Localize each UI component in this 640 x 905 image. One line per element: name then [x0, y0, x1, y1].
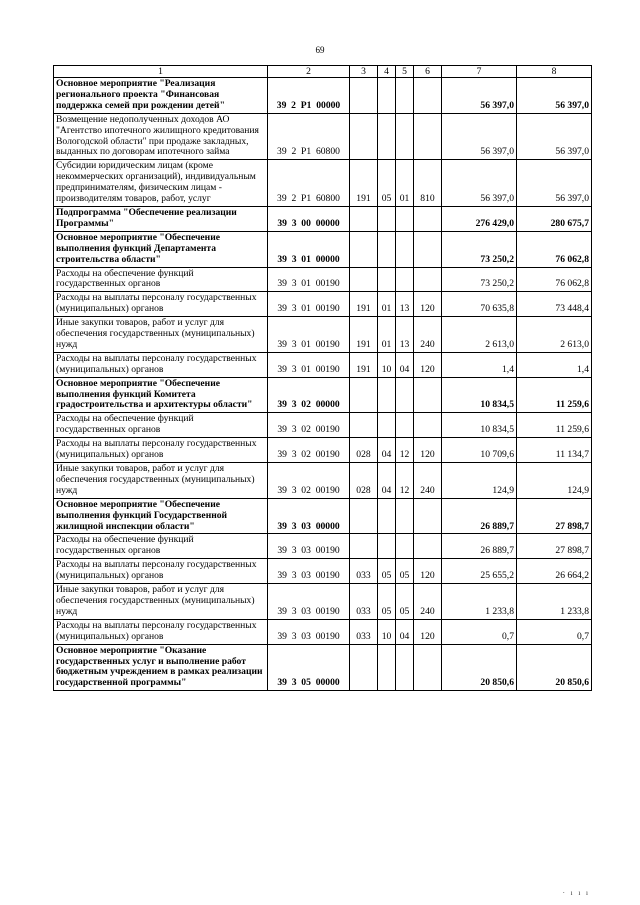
header-cell: 6 — [414, 66, 442, 78]
section-cell: 10 — [378, 619, 396, 644]
amount-year1-cell: 26 889,7 — [442, 498, 517, 534]
subsection-cell — [396, 231, 414, 267]
table-row — [54, 644, 592, 691]
amount-year2-cell: 124,9 — [517, 463, 592, 499]
item-name-cell: Основное мероприятие "Оказание государственных услуг и выполнение работ бюджетным учреждением в рамках реализации государственной программы" — [54, 644, 268, 691]
header-cell: 1 — [54, 66, 268, 78]
item-name-cell: Иные закупки товаров, работ и услуг для обеспечения государственных (муниципальных) нужд — [54, 463, 268, 499]
subsection-cell: 12 — [396, 463, 414, 499]
expense-type-cell: 240 — [414, 463, 442, 499]
subsection-cell: 05 — [396, 584, 414, 620]
amount-year1-cell: 20 850,6 — [442, 644, 517, 691]
amount-year1-cell: 1,4 — [442, 352, 517, 377]
header-cell: 2 — [268, 66, 350, 78]
ministry-code-cell — [350, 644, 378, 691]
expense-type-cell — [414, 413, 442, 438]
section-cell — [378, 231, 396, 267]
item-name-cell: Иные закупки товаров, работ и услуг для обеспечения государственных (муниципальных) нужд — [54, 584, 268, 620]
item-name-cell: Расходы на обеспечение функций государственных органов — [54, 413, 268, 438]
amount-year1-cell: 26 889,7 — [442, 534, 517, 559]
expense-type-cell: 810 — [414, 160, 442, 207]
target-article-cell: 39 3 01 00190 — [268, 292, 350, 317]
item-name-cell: Основное мероприятие "Обеспечение выполнения функций Департамента строительства области" — [54, 231, 268, 267]
ministry-code-cell — [350, 534, 378, 559]
amount-year1-cell: 124,9 — [442, 463, 517, 499]
table-row — [54, 292, 592, 317]
table-row — [54, 78, 592, 114]
header-row — [54, 66, 592, 78]
target-article-cell: 39 3 03 00190 — [268, 584, 350, 620]
subsection-cell — [396, 377, 414, 413]
section-cell: 05 — [378, 160, 396, 207]
amount-year2-cell: 56 397,0 — [517, 113, 592, 160]
ministry-code-cell — [350, 113, 378, 160]
section-cell — [378, 206, 396, 231]
section-cell — [378, 113, 396, 160]
target-article-cell: 39 3 00 00000 — [268, 206, 350, 231]
expense-type-cell — [414, 377, 442, 413]
section-cell: 01 — [378, 292, 396, 317]
ministry-code-cell — [350, 267, 378, 292]
amount-year1-cell: 10 834,5 — [442, 377, 517, 413]
header-cell: 7 — [442, 66, 517, 78]
table-row — [54, 267, 592, 292]
subsection-cell — [396, 534, 414, 559]
table-row — [54, 438, 592, 463]
ministry-code-cell: 191 — [350, 292, 378, 317]
budget-table — [53, 65, 592, 691]
target-article-cell: 39 3 03 00190 — [268, 559, 350, 584]
item-name-cell: Расходы на выплаты персоналу государственных (муниципальных) органов — [54, 619, 268, 644]
subsection-cell: 12 — [396, 438, 414, 463]
subsection-cell — [396, 113, 414, 160]
item-name-cell: Расходы на выплаты персоналу государственных (муниципальных) органов — [54, 352, 268, 377]
table-row — [54, 584, 592, 620]
table-row — [54, 317, 592, 353]
expense-type-cell: 120 — [414, 352, 442, 377]
item-name-cell: Расходы на выплаты персоналу государственных (муниципальных) органов — [54, 559, 268, 584]
target-article-cell: 39 2 P1 60800 — [268, 160, 350, 207]
target-article-cell: 39 3 02 00190 — [268, 413, 350, 438]
page-number: 69 — [315, 45, 325, 55]
section-cell: 10 — [378, 352, 396, 377]
amount-year2-cell: 56 397,0 — [517, 78, 592, 114]
amount-year1-cell: 73 250,2 — [442, 267, 517, 292]
ministry-code-cell: 033 — [350, 584, 378, 620]
subsection-cell: 13 — [396, 292, 414, 317]
subsection-cell — [396, 206, 414, 231]
amount-year1-cell: 0,7 — [442, 619, 517, 644]
amount-year2-cell: 11 134,7 — [517, 438, 592, 463]
expense-type-cell — [414, 644, 442, 691]
expense-type-cell — [414, 534, 442, 559]
section-cell: 04 — [378, 438, 396, 463]
amount-year1-cell: 70 635,8 — [442, 292, 517, 317]
section-cell — [378, 413, 396, 438]
section-cell — [378, 78, 396, 114]
item-name-cell: Иные закупки товаров, работ и услуг для обеспечения государственных (муниципальных) нужд — [54, 317, 268, 353]
amount-year2-cell: 11 259,6 — [517, 413, 592, 438]
expense-type-cell — [414, 231, 442, 267]
subsection-cell — [396, 267, 414, 292]
ministry-code-cell — [350, 498, 378, 534]
target-article-cell: 39 2 P1 60800 — [268, 113, 350, 160]
expense-type-cell: 240 — [414, 317, 442, 353]
amount-year2-cell: 1,4 — [517, 352, 592, 377]
ministry-code-cell — [350, 206, 378, 231]
expense-type-cell — [414, 267, 442, 292]
expense-type-cell: 120 — [414, 438, 442, 463]
table-row — [54, 413, 592, 438]
expense-type-cell: 120 — [414, 619, 442, 644]
item-name-cell: Расходы на выплаты персоналу государственных (муниципальных) органов — [54, 292, 268, 317]
expense-type-cell: 120 — [414, 559, 442, 584]
section-cell — [378, 377, 396, 413]
header-cell: 5 — [396, 66, 414, 78]
expense-type-cell — [414, 498, 442, 534]
subsection-cell: 05 — [396, 559, 414, 584]
amount-year1-cell: 276 429,0 — [442, 206, 517, 231]
ministry-code-cell: 028 — [350, 463, 378, 499]
table-row — [54, 534, 592, 559]
amount-year1-cell: 25 655,2 — [442, 559, 517, 584]
table-row — [54, 463, 592, 499]
table-row — [54, 619, 592, 644]
amount-year2-cell: 1 233,8 — [517, 584, 592, 620]
amount-year2-cell: 76 062,8 — [517, 267, 592, 292]
amount-year2-cell: 20 850,6 — [517, 644, 592, 691]
amount-year2-cell: 0,7 — [517, 619, 592, 644]
section-cell — [378, 644, 396, 691]
section-cell — [378, 267, 396, 292]
table-row — [54, 377, 592, 413]
amount-year2-cell: 76 062,8 — [517, 231, 592, 267]
item-name-cell: Расходы на обеспечение функций государственных органов — [54, 534, 268, 559]
table-row — [54, 206, 592, 231]
header-cell: 8 — [517, 66, 592, 78]
item-name-cell: Расходы на обеспечение функций государственных органов — [54, 267, 268, 292]
ministry-code-cell — [350, 413, 378, 438]
subsection-cell: 04 — [396, 619, 414, 644]
ministry-code-cell: 033 — [350, 619, 378, 644]
target-article-cell: 39 2 P1 00000 — [268, 78, 350, 114]
amount-year2-cell: 27 898,7 — [517, 498, 592, 534]
ministry-code-cell — [350, 377, 378, 413]
subsection-cell: 04 — [396, 352, 414, 377]
target-article-cell: 39 3 01 00000 — [268, 231, 350, 267]
item-name-cell: Основное мероприятие "Обеспечение выполнения функций Комитета градостроительства и архитектуры области" — [54, 377, 268, 413]
section-cell: 05 — [378, 559, 396, 584]
section-cell: 01 — [378, 317, 396, 353]
footer-mark: · ı ı ı — [562, 889, 590, 897]
subsection-cell: 13 — [396, 317, 414, 353]
table-row — [54, 498, 592, 534]
amount-year1-cell: 10 834,5 — [442, 413, 517, 438]
table-row — [54, 231, 592, 267]
target-article-cell: 39 3 03 00190 — [268, 619, 350, 644]
target-article-cell: 39 3 03 00190 — [268, 534, 350, 559]
item-name-cell: Основное мероприятие "Реализация регионального проекта "Финансовая поддержка семей при рождении детей" — [54, 78, 268, 114]
section-cell: 05 — [378, 584, 396, 620]
amount-year1-cell: 73 250,2 — [442, 231, 517, 267]
header-cell: 3 — [350, 66, 378, 78]
amount-year2-cell: 27 898,7 — [517, 534, 592, 559]
amount-year2-cell: 280 675,7 — [517, 206, 592, 231]
table-row — [54, 160, 592, 207]
section-cell: 04 — [378, 463, 396, 499]
amount-year2-cell: 56 397,0 — [517, 160, 592, 207]
ministry-code-cell — [350, 78, 378, 114]
expense-type-cell: 120 — [414, 292, 442, 317]
item-name-cell: Субсидии юридическим лицам (кроме некоммерческих организаций), индивидуальным предпринимателям, физическим лицам - производителям товаров, работ, услуг — [54, 160, 268, 207]
table-row — [54, 113, 592, 160]
amount-year2-cell: 73 448,4 — [517, 292, 592, 317]
ministry-code-cell: 191 — [350, 160, 378, 207]
subsection-cell — [396, 644, 414, 691]
amount-year1-cell: 56 397,0 — [442, 160, 517, 207]
section-cell — [378, 498, 396, 534]
target-article-cell: 39 3 02 00190 — [268, 438, 350, 463]
expense-type-cell — [414, 78, 442, 114]
amount-year1-cell: 2 613,0 — [442, 317, 517, 353]
subsection-cell — [396, 498, 414, 534]
ministry-code-cell: 028 — [350, 438, 378, 463]
subsection-cell — [396, 413, 414, 438]
target-article-cell: 39 3 01 00190 — [268, 317, 350, 353]
item-name-cell: Подпрограмма "Обеспечение реализации Программы" — [54, 206, 268, 231]
ministry-code-cell: 191 — [350, 352, 378, 377]
header-cell: 4 — [378, 66, 396, 78]
item-name-cell: Основное мероприятие "Обеспечение выполнения функций Государственной жилищной инспекции области" — [54, 498, 268, 534]
section-cell — [378, 534, 396, 559]
target-article-cell: 39 3 01 00190 — [268, 267, 350, 292]
ministry-code-cell: 033 — [350, 559, 378, 584]
expense-type-cell — [414, 206, 442, 231]
target-article-cell: 39 3 05 00000 — [268, 644, 350, 691]
expense-type-cell: 240 — [414, 584, 442, 620]
target-article-cell: 39 3 02 00000 — [268, 377, 350, 413]
target-article-cell: 39 3 02 00190 — [268, 463, 350, 499]
ministry-code-cell — [350, 231, 378, 267]
target-article-cell: 39 3 03 00000 — [268, 498, 350, 534]
amount-year1-cell: 56 397,0 — [442, 113, 517, 160]
item-name-cell: Возмещение недополученных доходов АО "Агентство ипотечного жилищного кредитования Вологодской области" при продаже закладных, выданных по договорам ипотечного займа — [54, 113, 268, 160]
amount-year1-cell: 56 397,0 — [442, 78, 517, 114]
expense-type-cell — [414, 113, 442, 160]
amount-year2-cell: 2 613,0 — [517, 317, 592, 353]
table-row — [54, 559, 592, 584]
amount-year1-cell: 1 233,8 — [442, 584, 517, 620]
ministry-code-cell: 191 — [350, 317, 378, 353]
amount-year1-cell: 10 709,6 — [442, 438, 517, 463]
subsection-cell — [396, 78, 414, 114]
subsection-cell: 01 — [396, 160, 414, 207]
table-row — [54, 352, 592, 377]
target-article-cell: 39 3 01 00190 — [268, 352, 350, 377]
amount-year2-cell: 26 664,2 — [517, 559, 592, 584]
item-name-cell: Расходы на выплаты персоналу государственных (муниципальных) органов — [54, 438, 268, 463]
amount-year2-cell: 11 259,6 — [517, 377, 592, 413]
